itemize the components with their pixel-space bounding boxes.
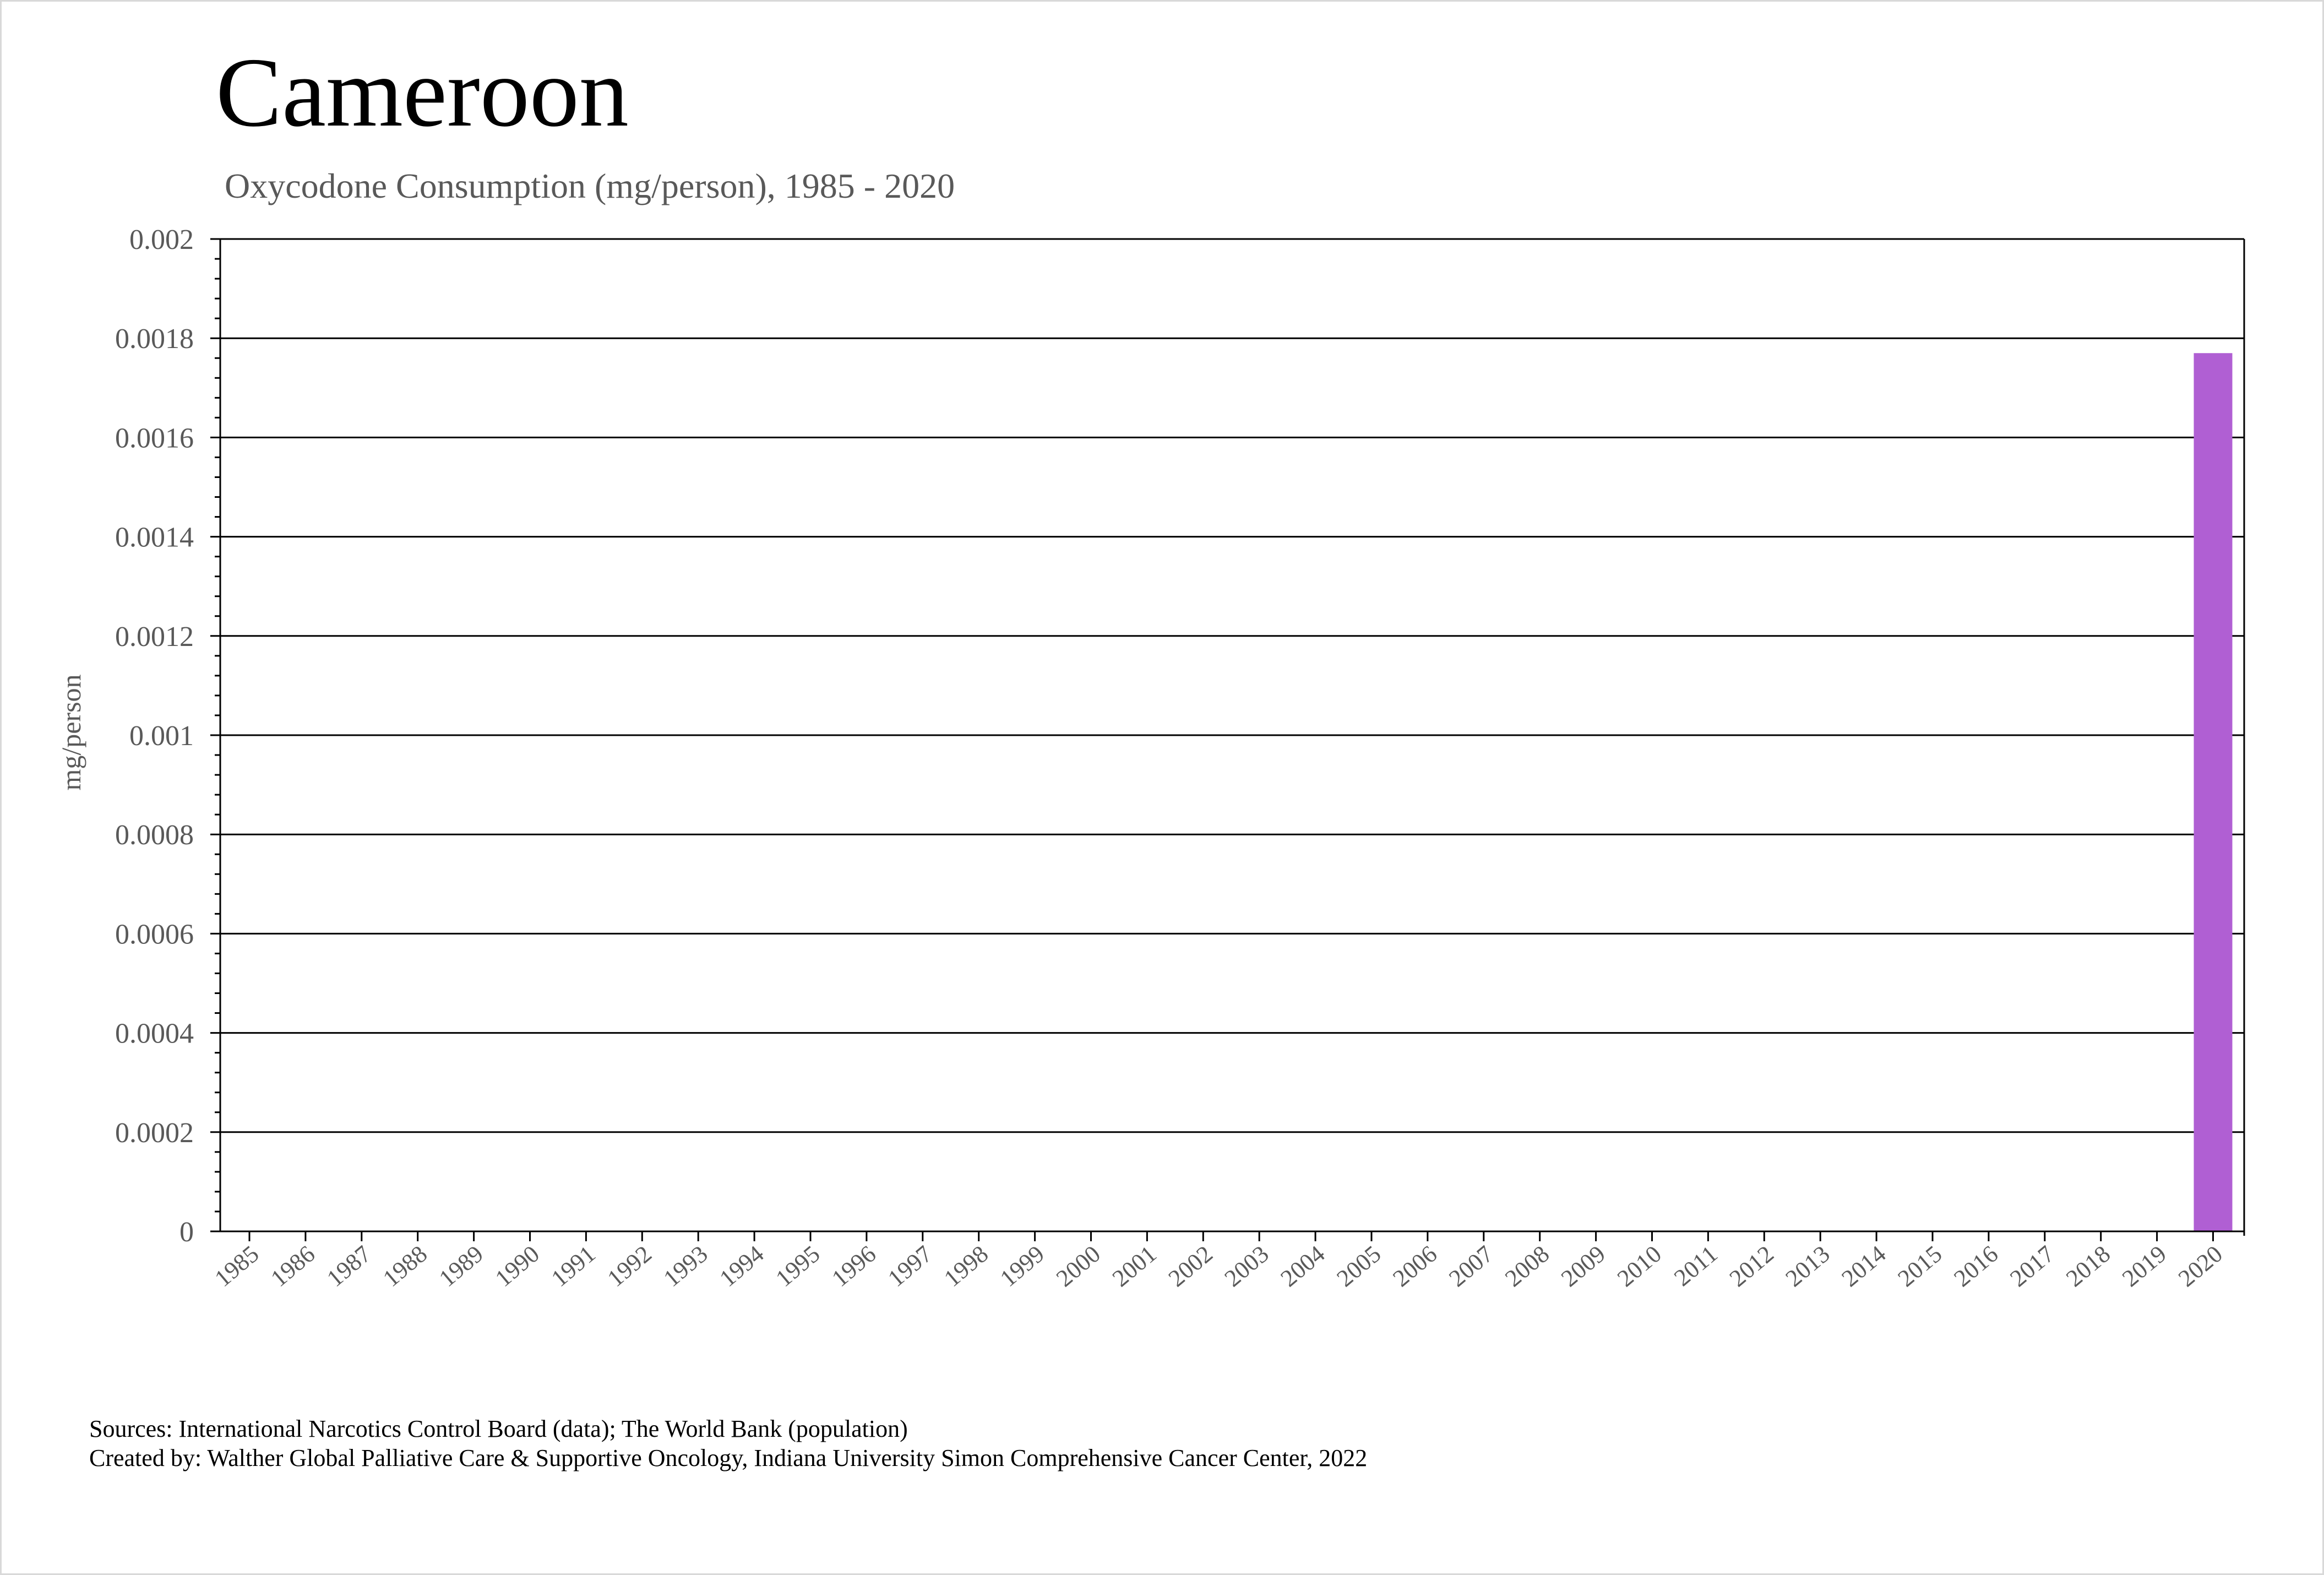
y-tick-label: 0.001 <box>129 720 194 752</box>
y-tick-label: 0.0018 <box>115 323 194 355</box>
x-tick-label: 1993 <box>658 1240 713 1292</box>
footer-created-by: Created by: Walther Global Palliative Care & Supportive Oncology, Indiana University Simon Comprehensive Cancer Center, 2022 <box>89 1444 1368 1471</box>
x-tick-label: 1990 <box>490 1240 545 1292</box>
x-tick-label: 1988 <box>378 1240 433 1292</box>
x-tick-label: 1995 <box>770 1240 825 1292</box>
axes <box>210 239 2244 1241</box>
x-tick-label: 2020 <box>2173 1240 2228 1292</box>
y-tick-label: 0.0014 <box>115 522 194 553</box>
y-axis-label: mg/person <box>56 674 86 791</box>
x-tick-label: 2006 <box>1387 1240 1443 1292</box>
x-tick-label: 2018 <box>2061 1240 2116 1292</box>
x-tick-label: 2003 <box>1219 1240 1274 1292</box>
y-tick-labels <box>115 224 194 1248</box>
x-tick-label: 2005 <box>1331 1240 1386 1292</box>
x-tick-label: 2015 <box>1892 1240 1947 1292</box>
x-tick-label: 1994 <box>714 1240 769 1292</box>
x-tick-label: 2010 <box>1612 1240 1667 1292</box>
x-tick-label: 1996 <box>826 1240 881 1292</box>
footer-sources: Sources: International Narcotics Control Board (data); The World Bank (population) <box>89 1415 908 1442</box>
x-tick-label: 2014 <box>1836 1240 1891 1292</box>
x-tick-label: 2016 <box>1949 1240 2004 1292</box>
footer <box>89 1414 1367 1473</box>
x-tick-label: 1991 <box>546 1240 601 1292</box>
x-tick-label: 1986 <box>265 1240 320 1292</box>
x-tick-label: 2001 <box>1107 1240 1162 1292</box>
x-tick-label: 1985 <box>209 1240 264 1292</box>
y-tick-label: 0.0012 <box>115 621 194 653</box>
x-tick-label: 1992 <box>602 1240 657 1292</box>
chart-subtitle: Oxycodone Consumption (mg/person), 1985 - 2020 <box>225 166 955 205</box>
y-tick-label: 0.0006 <box>115 919 194 951</box>
y-tick-label: 0.0016 <box>115 422 194 454</box>
x-tick-label: 1999 <box>995 1240 1050 1292</box>
x-tick-label: 2002 <box>1163 1240 1218 1292</box>
bar-2020 <box>2194 353 2233 1231</box>
x-tick-label: 2019 <box>2117 1240 2172 1292</box>
x-tick-label: 1989 <box>434 1240 489 1292</box>
x-tick-label: 2000 <box>1051 1240 1106 1292</box>
x-tick-label: 1997 <box>883 1240 938 1292</box>
x-tick-label: 2013 <box>1780 1240 1835 1292</box>
y-tick-label: 0.002 <box>129 224 194 256</box>
x-tick-label: 1987 <box>322 1240 377 1292</box>
y-tick-label: 0.0002 <box>115 1117 194 1149</box>
x-tick-label: 2011 <box>1669 1240 1723 1292</box>
x-tick-label: 2012 <box>1724 1240 1779 1292</box>
y-tick-label: 0.0008 <box>115 819 194 851</box>
x-tick-label: 1998 <box>939 1240 994 1292</box>
chart-title: Cameroon <box>216 37 629 147</box>
gridlines <box>220 239 2244 1132</box>
bars <box>2194 353 2233 1231</box>
x-tick-label: 2004 <box>1275 1240 1330 1292</box>
x-tick-label: 2017 <box>2005 1240 2060 1292</box>
y-tick-label: 0 <box>179 1216 194 1248</box>
x-tick-label: 2007 <box>1444 1240 1499 1292</box>
x-tick-label: 2008 <box>1500 1240 1555 1292</box>
x-tick-label: 2009 <box>1556 1240 1611 1292</box>
x-tick-labels <box>210 1240 2228 1292</box>
y-tick-label: 0.0004 <box>115 1018 194 1050</box>
